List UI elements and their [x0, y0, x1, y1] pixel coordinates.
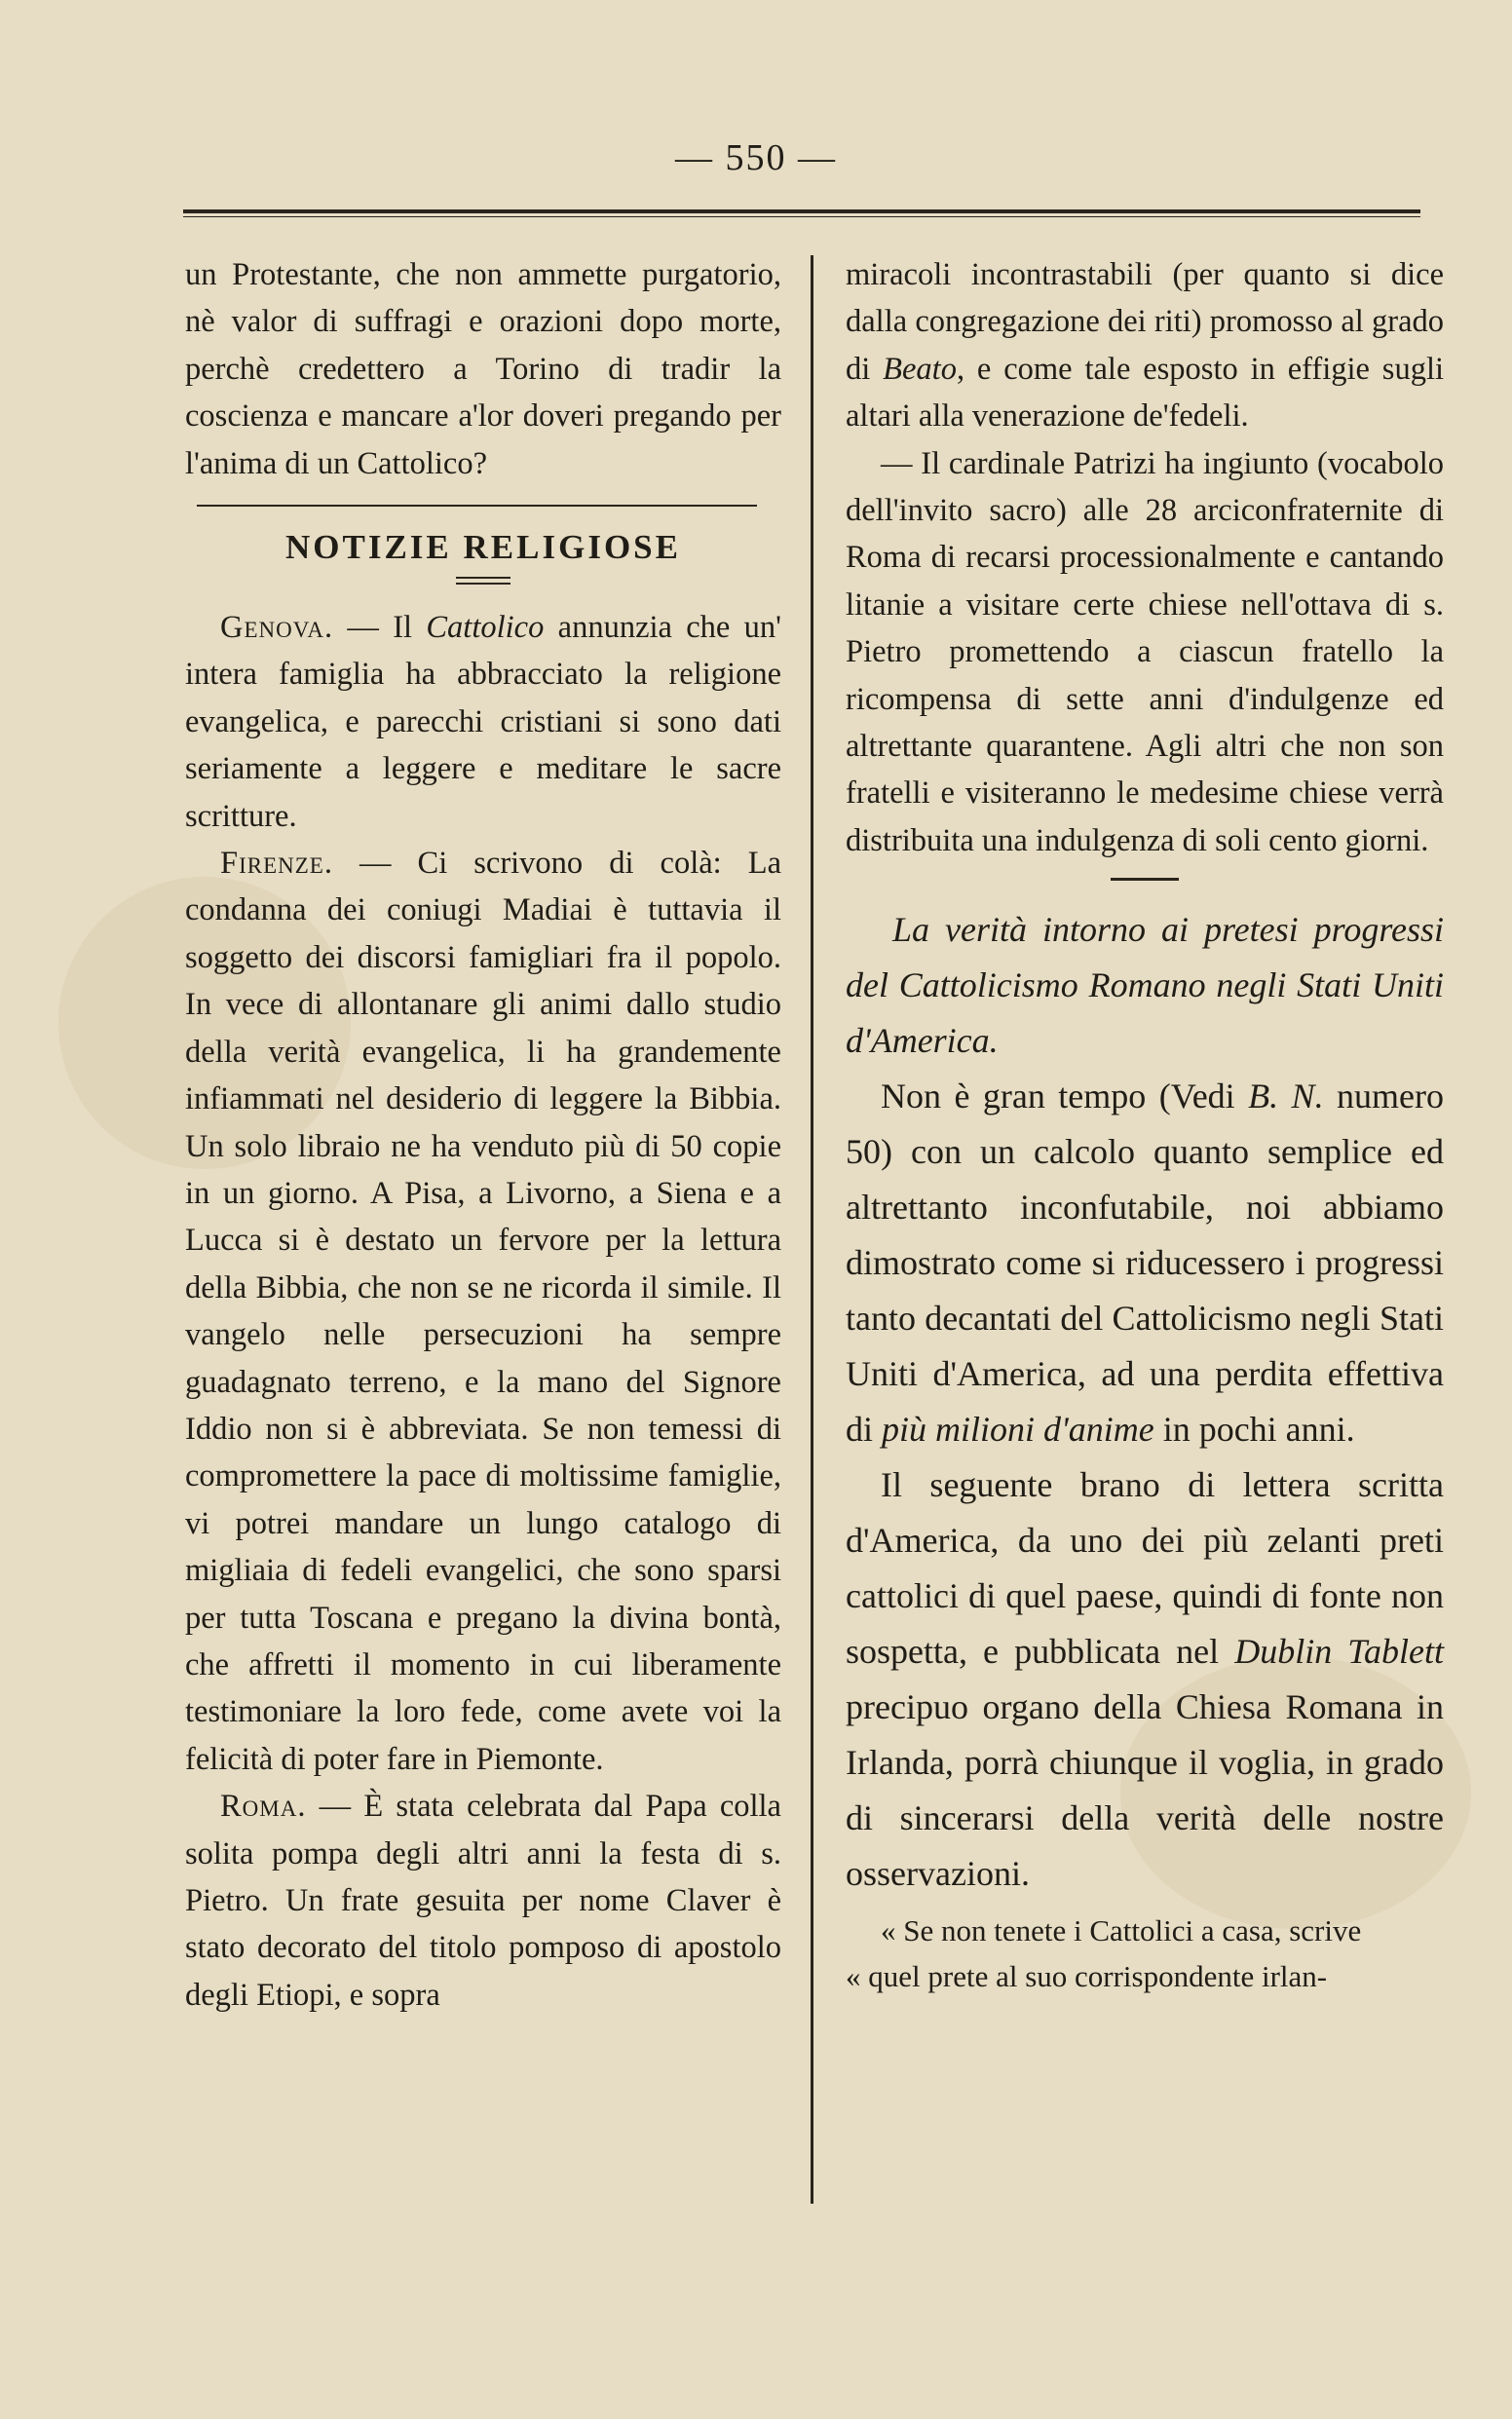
- place-genova: Genova.: [220, 610, 334, 646]
- intro-paragraph: un Protestante, che non ammette purgatorio, nè valor di suffragi e orazioni dopo morte, perchè credettero a Torino di tradir la coscienza e mancare a'lor doveri pregando per l'anima di un Cattolico?: [185, 257, 781, 481]
- article-paragraph-2: [846, 1457, 1444, 1902]
- article-separator: [1111, 878, 1179, 881]
- patrizi-paragraph: — Il cardinale Patrizi ha ingiunto (vocabolo dell'invito sacro) alle 28 arciconfraternite di Roma di recarsi processionalmente e cantando litanie a visitare certe chiese nell'ottava di s. Pietro promettendo a ciascun fratello la ricompensa di sette anni d'indulgenze ed altrettante quarantene. Agli altri che non son fratelli e visiteranno le medesime chiese verrà distribuita una indulgenza di soli cento giorni.: [846, 445, 1444, 858]
- news-firenze: [185, 840, 781, 1783]
- news-roma: [185, 1783, 781, 2019]
- roma-text: — È stata celebrata dal Papa colla solita pompa degli altri anni la festa di s. Pietro. Un frate gesuita per nome Claver è stato decorato del titolo pomposo di apostolo degli Etiopi, e sopra: [185, 1789, 781, 2013]
- page-number: — 550 —: [675, 137, 837, 178]
- roma-cont-a: miracoli incontrastabili (per quanto si dice dalla congregazione dei riti) promosso al grado di: [846, 257, 1444, 387]
- beato-word: Beato: [883, 351, 957, 387]
- roma-cont-b: , e come tale esposto in effigie sugli altari alla venerazione de'fedeli.: [846, 351, 1444, 435]
- place-roma: Roma.: [220, 1789, 307, 1825]
- p2-text-a: Il seguente brano di lettera scritta d'America, da uno dei più zelanti preti cattolici di quel paese, quindi di fonte non sospetta, e pubblicata nel: [846, 1465, 1444, 1672]
- right-column: [846, 251, 1444, 1999]
- newspaper-dublin: Dublin Tablett: [1234, 1632, 1445, 1672]
- article-title: La verità intorno ai pretesi progressi del Cattolicismo Romano negli Stati Uniti d'America.: [846, 910, 1444, 1061]
- header-rule: [183, 209, 1420, 217]
- firenze-text: — Ci scrivono di colà: La condanna dei coniugi Madiai è tuttavia il soggetto dei discorsi famigliari fra il popolo. In vece di allontanare gli animi dallo studio della verità evangelica, li ha grandemente infiammati nel desiderio di leggere la Bibbia. Un solo libraio ne ha venduto più di 50 copie in un giorno. A Pisa, a Livorno, a Siena e a Lucca si è destato un fervore per la lettura della Bibbia, che non se ne ricorda il simile. Il vangelo nelle persecuzioni ha sempre guadagnato terreno, e la mano del Signore Iddio non si è abbreviata. Se non temessi di compromettere la pace di moltissime famiglie, vi potrei mandare un lungo catalogo di migliaia di fedeli evangelici, che sono sparsi per tutta Toscana e pregano la divina bontà, che affretti il momento in cui liberamente testimoniare la loro fede, come avete voi la felicità di poter fare in Piemonte.: [185, 846, 781, 1777]
- roma-continued: [846, 251, 1444, 440]
- news-genova: [185, 604, 781, 840]
- heading-ornament: [456, 577, 510, 585]
- place-firenze: Firenze.: [220, 846, 333, 882]
- newspaper-name: Cattolico: [426, 610, 545, 646]
- genova-text-a: — Il: [333, 610, 427, 646]
- genova-text-b: annunzia che un' intera famiglia ha abbracciato la religione evangelica, e parecchi cristiani si sono dati seriamente a leggere e meditare le sacre scritture.: [185, 610, 782, 834]
- p1-text-c: in pochi anni.: [1153, 1410, 1355, 1450]
- bulletin-reference: B. N.: [1248, 1077, 1324, 1116]
- left-column: [185, 251, 781, 2019]
- p1-text-a: Non è gran tempo (Vedi: [881, 1077, 1249, 1116]
- emphasis-text: più milioni d'anime: [882, 1410, 1154, 1450]
- section-heading: NOTIZIE RELIGIOSE: [285, 528, 681, 567]
- quote-line-2: « quel prete al suo corrispondente irlan-: [846, 1959, 1328, 1994]
- section-rule: [197, 505, 757, 507]
- p2-text-b: precipuo organo della Chiesa Romana in Irlanda, porrà chiunque il voglia, in grado di sincerarsi della verità delle nostre osservazioni.: [846, 1687, 1444, 1894]
- column-divider: [811, 255, 813, 2204]
- p1-text-b: numero 50) con un calcolo quanto semplice ed altrettanto inconfutabile, noi abbiamo dimostrato come si riducessero i progressi tanto decantati del Cattolicismo negli Stati Uniti d'America, ad una perdita effettiva di: [846, 1077, 1444, 1450]
- article-paragraph-1: [846, 1069, 1444, 1457]
- quote-line-1: « Se non tenete i Cattolici a casa, scrive: [881, 1913, 1362, 1948]
